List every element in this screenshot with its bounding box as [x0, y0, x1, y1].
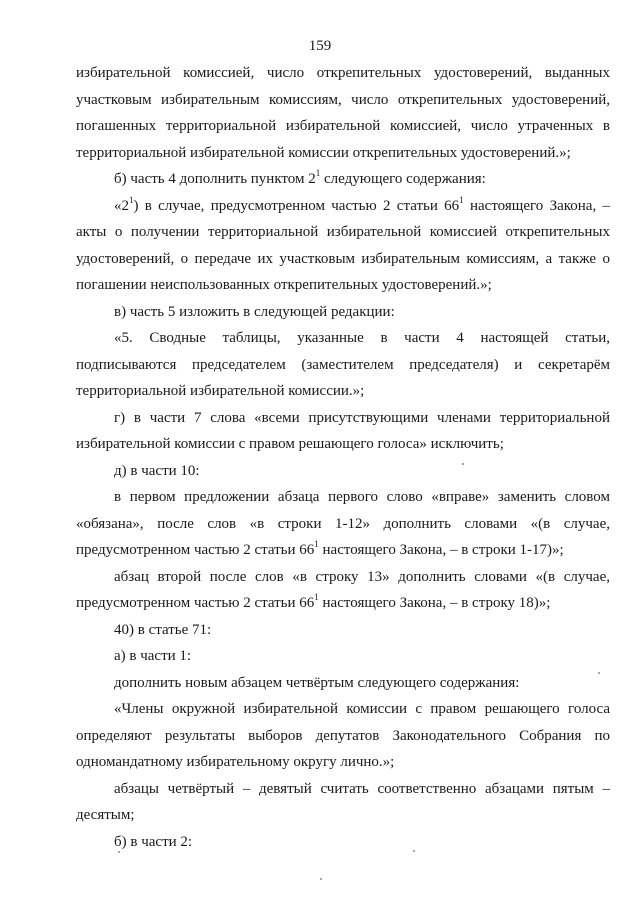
superscript-index: 1 — [315, 168, 321, 178]
superscript-index: 1 — [314, 592, 319, 602]
superscript-index: 1 — [459, 194, 464, 205]
text-run: г) в части 7 слова «всеми присутствующими членами территориальной избирательной комиссии с правом решающего голоса» исключить; — [76, 409, 610, 452]
paragraph — [76, 193, 610, 299]
scan-speck — [462, 463, 464, 465]
text-run: «5. Сводные таблицы, указанные в части 4 настоящей статьи, подписываются председателем (заместителем председателя) и секретарём территориальной избирательной комиссии.»; — [76, 330, 610, 399]
text-run: д) в части 10: — [114, 462, 200, 479]
paragraph — [76, 484, 610, 564]
text-run: в первом предложении абзаца первого слово «вправе» заменить словом «обязана», после слов «в строки 1-12» дополнить словами «(в случае, предусмотренном частью 2 статьи 66 — [76, 489, 610, 558]
paragraph — [76, 60, 610, 166]
paragraph — [76, 776, 610, 829]
paragraph — [76, 405, 610, 458]
text-run: б) в части 2: — [114, 833, 193, 850]
text-run: настоящего Закона, – в строку 18)»; — [318, 595, 551, 611]
text-run: настоящего Закона, – в строки 1-17)»; — [318, 542, 564, 558]
scan-speck — [413, 850, 415, 852]
scan-speck — [598, 672, 600, 674]
scan-speck — [320, 878, 322, 880]
paragraph — [76, 829, 610, 856]
text-run: в) часть 5 изложить в следующей редакции: — [114, 303, 395, 320]
document-body — [76, 60, 610, 855]
page-number: 159 — [308, 38, 332, 54]
superscript-index: 1 — [129, 194, 134, 205]
text-run: «2 — [114, 197, 129, 214]
text-run: настоящего Закона, – акты о получении территориальной избирательной комиссией открепительных удостоверений, о передаче их участковым избирательным комиссиям, а также о погашении неиспользованных открепительных удостоверений.»; — [76, 197, 611, 293]
text-run: следующего содержания: — [320, 171, 486, 187]
text-run: избирательной комиссией, число открепительных удостоверений, выданных участковым избирательным комиссиям, число открепительных удостоверений, погашенных территориальной избирательной комиссией, число утраченных в территориальной избирательной комиссии открепительных удостоверений.»; — [76, 65, 610, 161]
superscript-index: 1 — [314, 539, 319, 549]
paragraph — [76, 325, 610, 405]
text-run: дополнить новым абзацем четвёртым следующего содержания: — [114, 674, 520, 691]
paragraph — [76, 166, 610, 193]
text-run: абзацы четвёртый – девятый считать соответственно абзацами пятым – десятым; — [76, 780, 610, 823]
paragraph — [76, 670, 610, 697]
text-run: «Члены окружной избирательной комиссии с правом решающего голоса определяют результаты выборов депутатов Законодательного Собрания по одномандатному избирательному округу лично.»; — [76, 701, 610, 770]
paragraph — [76, 564, 610, 617]
text-run: ) в случае, предусмотренном частью 2 статьи 66 — [133, 197, 460, 214]
text-run: абзац второй после слов «в строку 13» дополнить словами «(в случае, предусмотренном частью 2 статьи 66 — [76, 568, 610, 611]
text-run: а) в части 1: — [114, 648, 192, 664]
text-run: 40) в статье 71: — [114, 621, 212, 638]
scan-speck — [118, 851, 120, 853]
paragraph — [76, 696, 610, 776]
paragraph — [76, 643, 610, 670]
paragraph — [76, 617, 610, 644]
text-run: б) часть 4 дополнить пунктом 2 — [114, 171, 316, 187]
paragraph — [76, 299, 610, 326]
paragraph — [76, 458, 610, 485]
